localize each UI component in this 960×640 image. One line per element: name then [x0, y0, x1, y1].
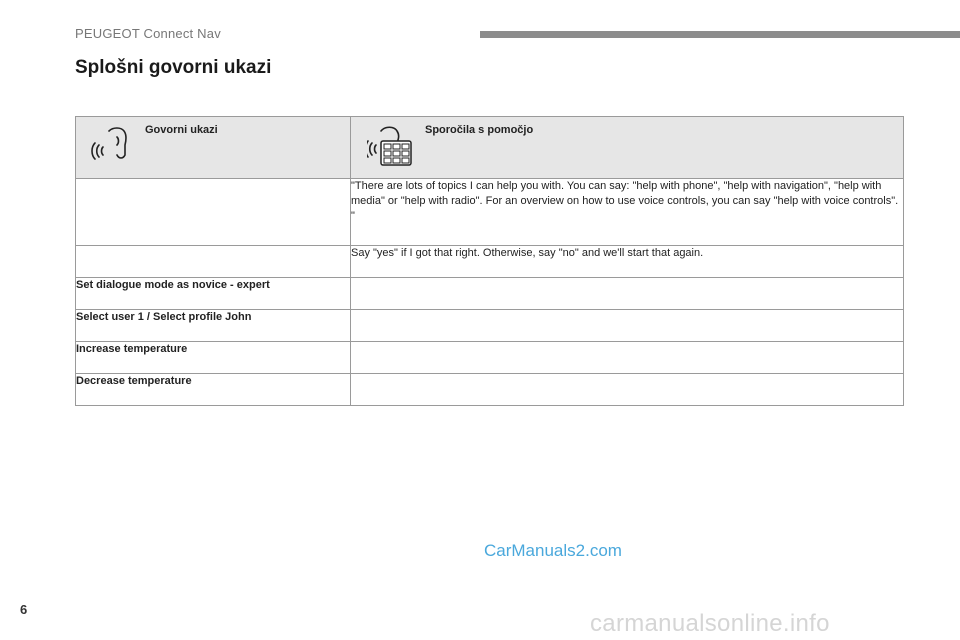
- table-row: [76, 278, 904, 310]
- command-cell: Set dialogue mode as novice - expert: [76, 278, 351, 310]
- footer-site-watermark: carmanualsonline.info: [590, 610, 830, 637]
- response-cell: Say "yes" if I got that right. Otherwise, say "no" and we'll start that again.: [351, 246, 904, 278]
- table-row: [76, 310, 904, 342]
- table-row: [76, 246, 904, 278]
- command-cell: Select user 1 / Select profile John: [76, 310, 351, 342]
- response-cell: "There are lots of topics I can help you with. You can say: "help with phone", "help with navigation", "help with media" or "help with radio". For an overview on how to use voice controls, you can say "help with voice controls". ": [351, 179, 904, 246]
- command-cell: [76, 179, 351, 246]
- page-title: Splošni govorni ukazi: [75, 57, 272, 78]
- response-cell: [351, 310, 904, 342]
- column-header-label: Govorni ukazi: [145, 124, 218, 136]
- command-cell: [76, 246, 351, 278]
- voice-help-keypad-icon: [367, 123, 415, 172]
- response-cell: [351, 342, 904, 374]
- table-header-row: [76, 117, 904, 179]
- table-row: [76, 374, 904, 406]
- column-header-label: Sporočila s pomočjo: [425, 124, 534, 136]
- column-header-commands: [76, 117, 351, 179]
- voice-command-icon: [91, 125, 131, 166]
- voice-commands-table: [75, 116, 904, 406]
- document-header-title: PEUGEOT Connect Nav: [75, 26, 221, 41]
- watermark-link[interactable]: CarManuals2.com: [484, 541, 622, 560]
- command-cell: Decrease temperature: [76, 374, 351, 406]
- table-row: [76, 342, 904, 374]
- header-bar: [480, 31, 960, 38]
- response-cell: [351, 374, 904, 406]
- table-row: [76, 179, 904, 246]
- command-cell: Increase temperature: [76, 342, 351, 374]
- column-header-help-messages: [351, 117, 904, 179]
- page-number: 6: [20, 602, 28, 617]
- response-cell: [351, 278, 904, 310]
